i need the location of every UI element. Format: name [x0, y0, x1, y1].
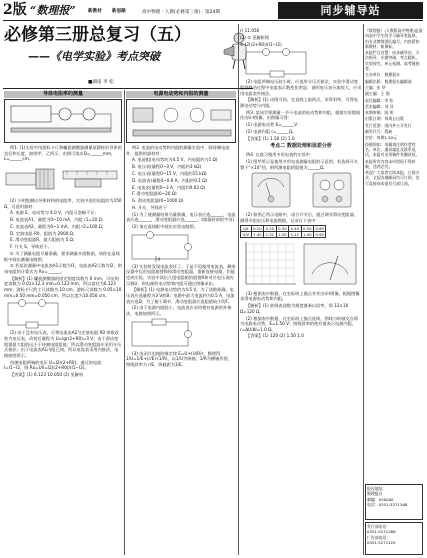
sidebar-paragraph: 责任编辑：李 松 — [365, 97, 394, 103]
page-number: 2版 — [3, 2, 27, 18]
newspaper-logo: “数理报” — [30, 4, 76, 17]
col3-paragraph: 【答案】(1) 1.50 (2) 1.0 — [246, 135, 295, 141]
col1-paragraph: (2) 小明想测出导体材料的电阻率，实验中选用电阻约为150 Ω，可选用器材： — [4, 197, 122, 209]
sidebar-paragraph: 本期审稿：陈 明 — [365, 110, 394, 116]
col2-paragraph: D. 电流表(量程0~0.6 A，内阻约0.1 Ω) — [132, 177, 208, 183]
col3-top-line: r) 11.050 — [240, 28, 260, 33]
col2-paragraph: (3) 由闭合电路欧姆定律 E=U+(U/R)r，整理得 1/U=1/E+(r/E)·(1/R)，以1/U为纵轴、1/R为横轴作图，图线斜率为 r/E，纵截距为1/E。 — [126, 350, 232, 367]
col2-paragraph: A. 电池组(电动势约为4.5 V，内电阻约为1 Ω) — [132, 157, 218, 163]
column-2 — [126, 145, 236, 555]
col2-paragraph: 【解析】(1) 电源电动势约为4.5 V，为了读数准确，电压表应选量程为3 V的B；电路中最大电流约为0.5 A，电流表应选D；为了便于调节，滑动变阻器应选阻值较小的F。 — [126, 287, 235, 304]
sidebar-paragraph: 美术编辑：刘 洋 — [365, 103, 394, 109]
column-3 — [240, 28, 362, 555]
col1-paragraph: (2) 由于没有电压表，可将电流表A2与定值电阻 R0 串联改装为电压表，改装后量程为 U=Ig(r2+R0)=3 V；由于滑动变阻器最大阻值远小于待测电阻阻值，所以滑动变阻器应采用分压式接法；由于电流表A1内阻已知，所以电流表采用内接法，电路如图所示。 — [4, 330, 122, 358]
col1-paragraph: 【答案】(1) 6.123 10.050 (2) 见解析 — [10, 371, 84, 377]
article-subtitle: ——《电学实验》考点突破 — [28, 50, 160, 63]
article-author: ■湖南 李 松 — [88, 80, 114, 85]
sidebar-info — [365, 28, 423, 480]
data-table-cell: 0.20 — [265, 225, 275, 231]
grid-graph-figure — [240, 240, 298, 290]
data-table-cell: 1.40 — [253, 231, 262, 237]
col3-paragraph: 例4. 在练习使用多用电表的实验中： — [246, 152, 315, 158]
data-table-cell: 1.11 — [290, 231, 300, 237]
data-table-cell: 0.50 — [303, 225, 312, 231]
experiment1-apparatus-figure — [4, 99, 122, 143]
col1-paragraph: ① 为了测量电阻尽量准确，要求测量多组数据，请你在虚线框中画出测量电路图； — [4, 251, 120, 262]
col3-paragraph: (2) 如图乙所示电路中，闭合开关后，通过调节滑动变阻器，测得多组电压和电流数据，记录在下表中： — [240, 212, 358, 223]
sidebar-paragraph: 定价：每期1.50元 — [365, 135, 398, 141]
data-table-cell: 1.31 — [265, 231, 275, 237]
col3-paragraph: (1) 电源电动势 E=______V； — [246, 122, 302, 128]
col2-paragraph: E. 电流表(量程0~3 A，内阻约0.02 Ω) — [132, 184, 206, 190]
multimeter-a-figure — [248, 171, 294, 211]
column-divider — [238, 24, 239, 555]
sidebar-paragraph: 主办单位：数理报社 — [365, 72, 401, 78]
col3-paragraph: 例3. 某同学要测量一节干电池的电动势和内阻，根据实验数据作出U-I图像，由图像可得： — [240, 109, 361, 121]
sidebar-contact-line: 邮编：030000 — [367, 496, 394, 502]
col2-paragraph: B. 电压表(量程0~3 V，内阻约3 kΩ) — [132, 164, 202, 170]
col3-paragraph: (1) 图甲所示是使用多用电表测量电阻的示意图，若选择开关置于“×10”挡，则所测电阻的阻值为______Ω。 — [240, 159, 358, 170]
col1-paragraph: ② 若某次测量中电流表A1示数为I1，电流表A2示数为I2，则该电阻的计算式为 Rx=______。 — [4, 263, 122, 274]
col2-paragraph: H. 开关、导线若干 — [132, 204, 168, 210]
col2-paragraph: (2) 请在虚线框中画出实验电路图。 — [132, 224, 198, 229]
experiment2-label: 电源电动势和内阻的测量 — [153, 91, 209, 97]
sidebar-paragraph: 《数理报》(人教版高中物理)是面向高中学生的学习辅导类报纸，由专业教师团队编写，内容紧扣新教材、新课标。 — [365, 28, 423, 49]
col3-paragraph: (2) 根据表中数据，在坐标纸上描点连线，图线与纵轴交点即为电源电动势，E=1.50 V；图线斜率的绝对值表示电源内阻，r=ΔU/ΔI=1.0 Ω。 — [240, 315, 358, 332]
column-1 — [4, 145, 122, 555]
multimeter-figures — [240, 171, 362, 211]
col3-paragraph: (2) 电源内阻 r=______Ω。 — [246, 128, 297, 134]
title-rule — [3, 88, 253, 89]
data-table — [240, 225, 326, 238]
sidebar-phone-line: 发行部电话： — [367, 524, 391, 529]
answer-circuit-figure — [240, 48, 362, 78]
col1-paragraph: C. 电流表A2，量程为0~1 mA，内阻 r2=100 Ω； — [10, 223, 107, 229]
micrometer-figure — [4, 163, 58, 197]
col3-paragraph: 【解析】(1) 欧姆表读数为刻度值乘以倍率，即 12×10 Ω=120 Ω。 — [240, 303, 349, 314]
experiment2-apparatus-figure — [126, 99, 236, 143]
experiment1-label: 导体电阻率的测量 — [42, 91, 83, 97]
sidebar-paragraph: 出版日期：每周五出版 — [365, 116, 404, 122]
col3-paragraph: (3) 根据表中数据，在坐标纸上描点并作出U-I图像，根据图像求得电源电动势和内阻。 — [240, 290, 360, 302]
header-tag-new-textbook: 新教材 — [88, 9, 102, 14]
data-table-cell: 0.60 — [315, 225, 324, 231]
sidebar-paragraph: 邮发代号：暂缺 — [365, 129, 393, 135]
resistance-box-circuit-figure — [126, 318, 236, 350]
section-banner: 同步辅导站 — [278, 2, 423, 19]
col2-paragraph: G. 滑动变阻器(0~1000 Ω) — [132, 198, 184, 204]
section-title-data-processing: 考点二 数据处理和误差分析 — [270, 143, 332, 150]
article-title: 必修第三册总复习（五） — [4, 25, 191, 45]
column-divider — [363, 24, 364, 555]
col2-paragraph: (2) 由于电源内阻较小，电流表应采用相对电源的外接法，电路如图所示。 — [126, 305, 232, 316]
col3-top-line: ② I2(r2+R0)/(I1−I2) — [240, 41, 282, 47]
data-table-cell: 0.40 — [290, 225, 300, 231]
header-tag-new-approach: 新思路 — [112, 9, 126, 14]
col3-paragraph: 【解析】(1) 由图可知，在直线上取两点，求得斜率，可得电源电动势与内阻。 — [240, 97, 358, 108]
col1-paragraph: B. 电流表A1，量程为0~10 mA，内阻 r1=20 Ω； — [10, 217, 106, 223]
sidebar-phone-line: 0351-5271125 — [367, 539, 396, 545]
col2-paragraph: F. 滑动变阻器(0~20 Ω) — [132, 191, 177, 197]
caliper-figures — [4, 163, 122, 197]
data-table-cell: 1.00 — [303, 231, 312, 237]
battery-circuit-figure — [126, 231, 236, 263]
data-table-row — [241, 231, 326, 237]
col2-paragraph: 例2. 电池的电动势和内阻的测量实验中，除待测电池外，提供的器材有： — [126, 145, 230, 156]
sidebar-contact-line: 数理报社 — [367, 491, 383, 497]
col1-paragraph: F. 开关 S，导线若干。 — [10, 244, 52, 250]
col1-paragraph: 【解析】(1) 螺旋测微器的固定刻度读数为 6 mm，可动刻度读数为 0.01×12.3 mm=0.123 mm，所以直径为6.123 mm；游标卡尺的主尺读数为 10 cm，游标尺读数为 0.05×10 mm=0.50 mm=0.050 cm，所以长度为10.050 cm。 — [4, 275, 122, 298]
sidebar-contact-box — [365, 484, 423, 520]
vernier-caliper-figure — [61, 163, 119, 197]
data-table-cell: 0.30 — [278, 225, 287, 231]
data-table-cell: 0.90 — [315, 231, 324, 237]
sidebar-phone-line: 广告部电话： — [367, 534, 391, 540]
col3-paragraph: 【答案】(1) 120 (2) 1.50 1.0 — [246, 333, 304, 339]
header-rule — [3, 20, 423, 21]
col1-paragraph: A. 电源 E，电动势为 4.0 V，内阻可忽略不计； — [10, 210, 99, 216]
col3-top-line: (2) ① 见解析图 — [240, 34, 270, 40]
experiment1-banner — [4, 91, 122, 98]
col2-paragraph: (3) 实验时发现电流表坏了，于是不再使用电流表，剩余仪器中仅用电阻箱替换掉滑动变阻器，重新连接电路，仍能完成实验。实验中读出几组电阻箱的阻值R和对应电压表的示数U，则电源的电动势和内阻可通过图像求出。 — [126, 263, 236, 286]
sidebar-paragraph: 发行范围：国内外公开发行 — [365, 122, 412, 128]
sidebar-paragraph: 投稿须知：来稿请注明作者姓名、单位、通讯地址及联系电话，本报对采用稿件有删改权。 — [365, 141, 420, 158]
data-table-cell: U/V — [242, 231, 250, 237]
experiment2-banner — [126, 91, 236, 98]
graph-figures — [240, 240, 362, 290]
col2-paragraph: C. 电压表(量程0~15 V，内阻约15 kΩ) — [132, 170, 207, 176]
sidebar-paragraph: 主编：张 华 — [365, 84, 386, 90]
sidebar-paragraph: 本报所有内容未经授权不得转载，违者必究。 — [365, 158, 416, 169]
col1-paragraph: D. 定值电阻 R0，阻值为 2900 Ω； — [10, 230, 77, 236]
issue-line: 高中物理 · 人教(必修第三册) · 第24期 — [142, 10, 220, 15]
sidebar-paragraph: 欢迎广大读者订阅本报，订阅方式：全国各地邮局均可订阅，也可直接向本报发行部订阅。 — [365, 170, 420, 186]
col2-paragraph: (1) 为了使测量结果尽量准确，电压表应选______，电流表应选______，滑动变阻器应选______。(填器材前的字母) — [126, 211, 236, 223]
column-divider — [124, 90, 125, 555]
sidebar-phone-line: 0351-5271268 — [367, 529, 396, 535]
col1-paragraph: E. 滑动变阻器R，最大阻值为 5 Ω； — [10, 237, 77, 243]
sidebar-phone-box — [365, 522, 423, 555]
sidebar-paragraph: 本报栏目设置：同步辅导站、方法指导、专题突破、考点精析、实验探究、单元检测、高考链接等。 — [365, 50, 420, 72]
data-table-cell: 1.20 — [278, 231, 287, 237]
meter-dial-figure — [302, 240, 358, 290]
col1-paragraph: 例1. (1)实验中用游标卡尺和螺旋测微器测量某圆柱形导体的直径和长度，如图甲、乙所示，由图可读出D=______mm，L=______cm。 — [4, 145, 122, 162]
data-table-cell: I/A — [241, 225, 252, 231]
sidebar-paragraph: 编辑出版：数理报社编辑部 — [365, 78, 412, 84]
measurement-circuit-figure — [4, 299, 122, 329]
sidebar-contact-line: 电话：0351-5271268 — [367, 501, 408, 507]
col3-paragraph: (2) 电阻两端电压较小时，应选用分压式接法，实验中滑动变阻器移动过程中电流表示数变化明显，说明电压表分流较大，应采用电流表外接法。 — [240, 79, 362, 96]
multimeter-b-figure — [309, 171, 355, 211]
data-table-cell: 0.10 — [253, 225, 262, 231]
col1-paragraph: 待测电阻两端的电压 U=I2(r2+R0)，通过的电流 I=I1−I2，则 Rx=U/I=I2(r2+R0)/(I1−I2)。 — [4, 359, 102, 371]
sidebar-paragraph: 副主编：王 强 — [365, 91, 390, 97]
sidebar-contact-line: 报社地址： — [367, 486, 387, 491]
